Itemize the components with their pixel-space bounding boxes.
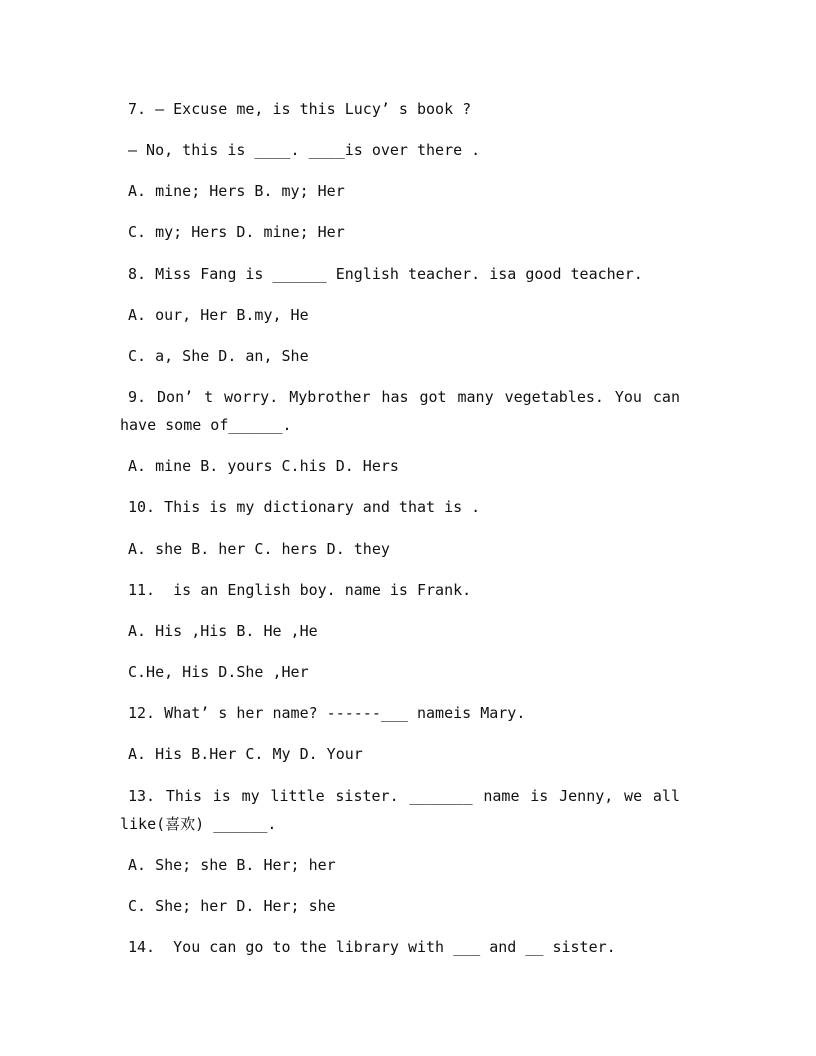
question-7-stem: 7. — Excuse me, is this Lucy’ s book ?	[128, 100, 472, 118]
question-8-options-cd: C. a, She D. an, She	[128, 347, 309, 365]
question-11-stem: 11. is an English boy. name is Frank.	[128, 581, 472, 599]
question-13-options-ab: A. She; she B. Her; her	[128, 856, 336, 874]
question-13-stem: 13. This is my little sister. _______ name is Jenny, we all like(喜欢) ______.	[120, 787, 690, 833]
question-9-stem: 9. Don’ t worry. Mybrother has got many vegetables. You can have some of______.	[120, 388, 690, 434]
question-12-stem: 12. What’ s her name? ------___ nameis Mary.	[128, 704, 526, 722]
question-11-options-cd: C.He, His D.She ,Her	[128, 663, 309, 681]
question-9-options: A. mine B. yours C.his D. Hers	[128, 457, 399, 475]
question-7-options-cd: C. my; Hers D. mine; Her	[128, 223, 345, 241]
question-12-options: A. His B.Her C. My D. Your	[128, 745, 363, 763]
question-13-options-cd: C. She; her D. Her; she	[128, 897, 336, 915]
question-14-stem: 14. You can go to the library with ___ and __ sister.	[128, 938, 616, 956]
question-8-options-ab: A. our, Her B.my, He	[128, 306, 309, 324]
question-11-options-ab: A. His ,His B. He ,He	[128, 622, 318, 640]
question-8-stem: 8. Miss Fang is ______ English teacher. isa good teacher.	[128, 265, 643, 283]
question-7-reply: — No, this is ____. ____is over there .	[128, 141, 481, 159]
question-10-options: A. she B. her C. hers D. they	[128, 540, 390, 558]
question-10-stem: 10. This is my dictionary and that is .	[128, 498, 481, 516]
question-7-options-ab: A. mine; Hers B. my; Her	[128, 182, 345, 200]
